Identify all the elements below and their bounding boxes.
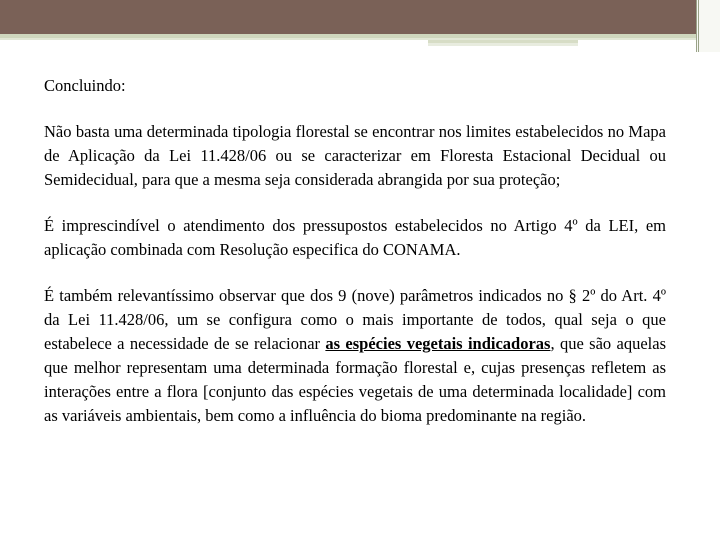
paragraph-3-text-end: , que são aquelas que melhor representam uma determinada formação florestal e, cujas presenças refletem as interações entre a flora [conjunto das espécies vegetais de uma determinada localidade] com as variáveis ambientais, bem como a influência do bioma predominante na região.	[44, 334, 667, 425]
slide-heading: Concluindo:	[44, 76, 126, 95]
indicator-species-emphasis: as espécies vegetais indicadoras	[325, 334, 551, 353]
paragraph-3-text-start: É também relevantíssimo observar que dos 9 (nove) parâmetros indicados no § 2º do Art. 4º da Lei 11.428/06, um se configura como o mais importante de todos, qual seja o que estabelece a necessidade de se relacionar	[44, 286, 666, 353]
slide-body	[44, 74, 666, 450]
header-accent-segment-light	[428, 43, 578, 46]
paragraph-1: Não basta uma determinada tipologia florestal se encontrar nos limites estabelecidos no Mapa de Aplicação da Lei 11.428/06 ou se caracterizar em Floresta Estacional Decidual ou Semidecidual, para que a mesma seja considerada abrangida por sua proteção;	[44, 122, 666, 189]
header-accent-stripe-light	[0, 38, 720, 40]
header-corner-decoration	[696, 0, 720, 52]
paragraph-2: É imprescindível o atendimento dos pressupostos estabelecidos no Artigo 4º da LEI, em aplicação combinada com Resolução especifica do CONAMA.	[44, 216, 666, 259]
paragraph-3	[44, 284, 666, 428]
slide-header-bar	[0, 0, 720, 34]
